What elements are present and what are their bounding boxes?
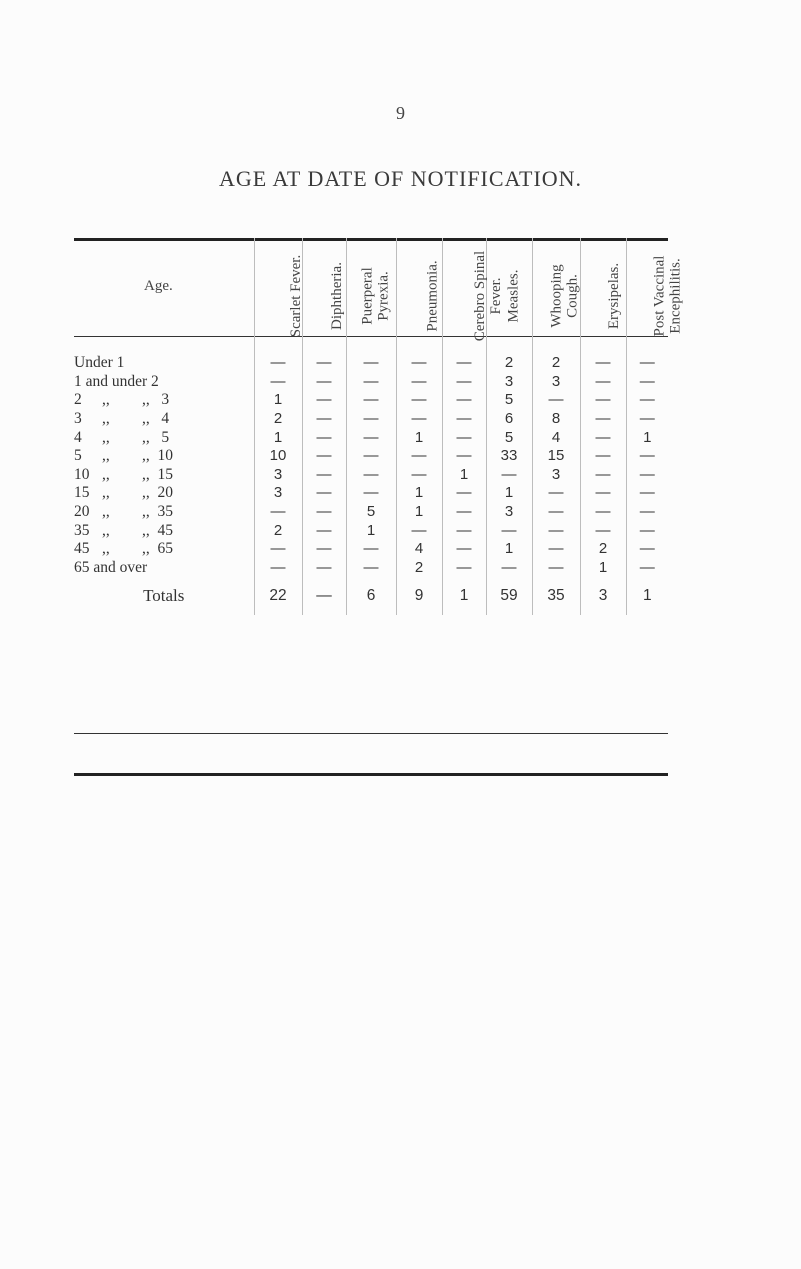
cell-value: — [580, 447, 626, 466]
cell-value: — [486, 559, 532, 578]
cell-value: 3 [486, 503, 532, 522]
cell-value: — [302, 428, 346, 447]
age-column-header: Age. [144, 277, 173, 294]
cell-value: — [302, 559, 346, 578]
age-group [74, 428, 254, 447]
cell-value: — [346, 354, 396, 373]
cell-value: 4 [396, 540, 442, 559]
cell-value: — [396, 391, 442, 410]
cell-value: 1 [442, 466, 486, 485]
cell-value: 3 [532, 373, 580, 392]
cell-value: 1 [396, 484, 442, 503]
cell-value: 5 [486, 391, 532, 410]
age-group [74, 354, 254, 373]
total-value: 3 [580, 577, 626, 615]
cell-value: 1 [486, 484, 532, 503]
cell-value: — [532, 521, 580, 540]
cell-value: — [346, 410, 396, 429]
table-bottom-rule [74, 773, 668, 776]
cell-value: — [580, 503, 626, 522]
cell-value: — [626, 484, 668, 503]
cell-value: — [396, 466, 442, 485]
age-group-part: ,, [102, 540, 110, 558]
cell-value: — [626, 503, 668, 522]
age-group [74, 466, 254, 485]
table-row [74, 521, 668, 540]
cell-value: — [302, 373, 346, 392]
cell-value: — [532, 540, 580, 559]
cell-value: — [626, 354, 668, 373]
age-group [74, 503, 254, 522]
age-group [74, 410, 254, 429]
cell-value: 2 [254, 521, 302, 540]
cell-value: — [346, 559, 396, 578]
cell-value: 1 [254, 391, 302, 410]
cell-value: — [346, 373, 396, 392]
age-group-part: 45 [74, 540, 90, 558]
total-value: 9 [396, 577, 442, 615]
age-group-part: 10 [74, 465, 90, 483]
cell-value: — [346, 540, 396, 559]
table-row [74, 503, 668, 522]
age-group-part: ,, 15 [142, 465, 173, 483]
age-group-part: ,, [102, 410, 110, 428]
cell-value: — [486, 521, 532, 540]
age-group-part: Under 1 [74, 354, 125, 372]
cell-value: — [580, 410, 626, 429]
age-group [74, 484, 254, 503]
cell-value: — [302, 484, 346, 503]
cell-value: — [302, 503, 346, 522]
column-header-line1: Measles. [504, 269, 521, 323]
column-header [442, 238, 504, 354]
column-header-label [288, 255, 304, 337]
column-header-line1: Pneumonia. [424, 260, 441, 332]
cell-value: 3 [486, 373, 532, 392]
cell-value: 8 [532, 410, 580, 429]
cell-value: — [396, 521, 442, 540]
cell-value: — [580, 466, 626, 485]
cell-value: — [626, 466, 668, 485]
cell-value: — [254, 373, 302, 392]
cell-value: — [396, 447, 442, 466]
age-group-part: ,, 4 [142, 410, 170, 428]
age-group [74, 447, 254, 466]
cell-value: 2 [486, 354, 532, 373]
cell-value: — [442, 447, 486, 466]
column-header-line2: Fever. [487, 276, 504, 315]
age-group-part: ,, 20 [142, 484, 173, 502]
total-value: 22 [254, 577, 302, 615]
age-group-part: ,, 65 [142, 540, 173, 558]
table-row [74, 447, 668, 466]
age-group-part: 35 [74, 521, 90, 539]
cell-value: — [254, 503, 302, 522]
cell-value: 6 [486, 410, 532, 429]
cell-value: — [346, 428, 396, 447]
cell-value: — [532, 391, 580, 410]
cell-value: — [302, 354, 346, 373]
cell-value: — [442, 503, 486, 522]
totals-top-rule [74, 733, 668, 734]
column-header-label [472, 250, 504, 340]
column-header-line1: Diphtheria. [328, 262, 345, 330]
cell-value: — [346, 447, 396, 466]
table-row [74, 391, 668, 410]
age-group [74, 540, 254, 559]
cell-value: 3 [254, 484, 302, 503]
age-group-part: 5 [74, 447, 82, 465]
cell-value: — [442, 540, 486, 559]
cell-value: — [346, 484, 396, 503]
table-row [74, 540, 668, 559]
cell-value: — [626, 540, 668, 559]
cell-value: — [302, 447, 346, 466]
cell-value: 10 [254, 447, 302, 466]
age-group [74, 559, 254, 578]
cell-value: — [254, 540, 302, 559]
cell-value: — [396, 373, 442, 392]
column-header [396, 238, 442, 354]
age-group [74, 391, 254, 410]
header-row [74, 238, 668, 354]
age-group-part: ,, [102, 521, 110, 539]
cell-value: — [580, 428, 626, 447]
age-group-part: ,, 45 [142, 521, 173, 539]
cell-value: — [626, 391, 668, 410]
cell-value: — [442, 521, 486, 540]
column-header-label [651, 255, 683, 336]
age-group-part: ,, 3 [142, 391, 170, 409]
cell-value: — [254, 559, 302, 578]
column-header-line1: Whooping [548, 263, 565, 328]
cell-value: — [626, 447, 668, 466]
cell-value: — [442, 373, 486, 392]
table-row [74, 354, 668, 373]
age-group-part: 65 and over [74, 558, 148, 576]
totals-row [74, 577, 668, 615]
column-header [580, 238, 626, 354]
column-header-label [505, 270, 521, 323]
age-group-part: ,, [102, 391, 110, 409]
cell-value: 1 [626, 428, 668, 447]
age-group-part: 1 and under 2 [74, 372, 159, 390]
total-value: 6 [346, 577, 396, 615]
page-number: 9 [396, 103, 405, 123]
cell-value: — [532, 559, 580, 578]
total-value: 59 [486, 577, 532, 615]
age-group-part: ,, [102, 428, 110, 446]
age-group-part: ,, 10 [142, 447, 173, 465]
cell-value: 2 [254, 410, 302, 429]
cell-value: — [442, 410, 486, 429]
page-title: AGE AT DATE OF NOTIFICATION. [218, 166, 583, 191]
column-header-label [424, 260, 440, 331]
cell-value: — [442, 391, 486, 410]
total-value: 1 [626, 577, 668, 615]
cell-value: 1 [580, 559, 626, 578]
column-header [626, 238, 683, 354]
age-group-part: 15 [74, 484, 90, 502]
cell-value: 33 [486, 447, 532, 466]
age-group-part: ,, [102, 447, 110, 465]
cell-value: — [346, 391, 396, 410]
cell-value: 2 [532, 354, 580, 373]
cell-value: — [626, 410, 668, 429]
age-group-part: ,, [102, 484, 110, 502]
table-row [74, 484, 668, 503]
totals-label: Totals [143, 586, 185, 606]
cell-value: — [580, 484, 626, 503]
column-header-line1: Cerebro Spinal [471, 250, 488, 341]
column-header [532, 238, 580, 354]
age-group [74, 373, 254, 392]
cell-value: — [302, 521, 346, 540]
notification-table [74, 238, 683, 615]
cell-value: 3 [532, 466, 580, 485]
cell-value: 4 [532, 428, 580, 447]
column-header-line2: Cough. [564, 273, 581, 318]
cell-value: — [442, 354, 486, 373]
cell-value: — [580, 391, 626, 410]
cell-value: — [532, 503, 580, 522]
cell-value: — [626, 373, 668, 392]
cell-value: — [626, 559, 668, 578]
cell-value: — [302, 466, 346, 485]
column-header-line1: Post Vaccinal [650, 255, 667, 336]
table-row [74, 559, 668, 578]
column-header-line1: Erysipelas. [605, 262, 622, 330]
cell-value: — [396, 410, 442, 429]
cell-value: 3 [254, 466, 302, 485]
cell-value: 1 [254, 428, 302, 447]
age-group-part: 20 [74, 503, 90, 521]
cell-value: — [302, 391, 346, 410]
cell-value: 1 [396, 503, 442, 522]
age-group-part: 2 [74, 391, 82, 409]
column-header-label [359, 267, 391, 324]
cell-value: — [302, 540, 346, 559]
total-value: — [302, 577, 346, 615]
cell-value: — [580, 521, 626, 540]
cell-value: — [442, 428, 486, 447]
age-group-part: ,, 5 [142, 428, 170, 446]
age-group-part: ,, 35 [142, 503, 173, 521]
cell-value: 5 [486, 428, 532, 447]
cell-value: — [302, 410, 346, 429]
column-header-label [606, 263, 622, 329]
column-header-label [548, 264, 580, 327]
cell-value: — [532, 484, 580, 503]
cell-value: — [486, 466, 532, 485]
table-row [74, 373, 668, 392]
column-header-line2: Pyrexia. [375, 270, 392, 321]
cell-value: — [254, 354, 302, 373]
cell-value: — [580, 354, 626, 373]
age-group [74, 521, 254, 540]
total-value: 35 [532, 577, 580, 615]
age-group-part: 4 [74, 428, 82, 446]
column-header [254, 238, 302, 354]
age-group-part: ,, [102, 503, 110, 521]
table-row [74, 410, 668, 429]
cell-value: 1 [346, 521, 396, 540]
cell-value: — [626, 521, 668, 540]
column-header [346, 238, 396, 354]
age-group-part: 3 [74, 410, 82, 428]
cell-value: 1 [486, 540, 532, 559]
table-row [74, 428, 668, 447]
cell-value: — [442, 559, 486, 578]
cell-value: — [580, 373, 626, 392]
cell-value: — [346, 466, 396, 485]
total-value: 1 [442, 577, 486, 615]
cell-value: 1 [396, 428, 442, 447]
column-header-line1: Puerperal [359, 266, 376, 325]
cell-value: 15 [532, 447, 580, 466]
column-header [302, 238, 346, 354]
column-header-line1: Scarlet Fever. [287, 254, 304, 338]
table-row [74, 466, 668, 485]
age-group-part: ,, [102, 465, 110, 483]
cell-value: 2 [396, 559, 442, 578]
cell-value: 2 [580, 540, 626, 559]
column-header-label [328, 262, 344, 330]
cell-value: — [442, 484, 486, 503]
cell-value: — [396, 354, 442, 373]
cell-value: 5 [346, 503, 396, 522]
column-header-line2: Encephilitis. [666, 257, 683, 334]
